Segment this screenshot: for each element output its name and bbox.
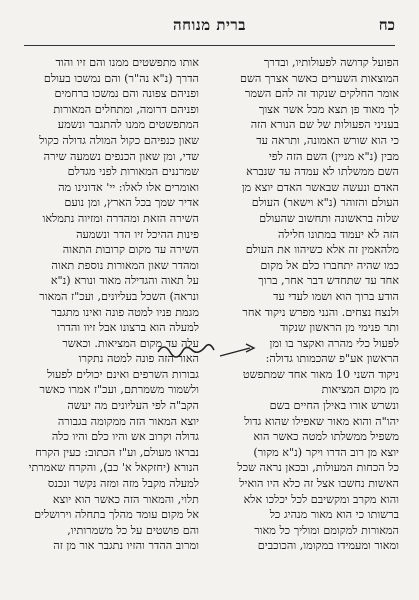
right-column-line: כי הוא שורש האמונה, ותראה עד [256, 133, 399, 147]
left-column-line: הקב"ה לפי העליונים מה יעשה [67, 399, 199, 413]
left-column-line: אותו מתפשטים ממנו והם זיו והוד [55, 56, 199, 69]
left-column-line: פינות ההיכל זיו הדר ונשמעה [76, 227, 199, 241]
left-column-line: השירה עד מקום קרובות התאוה [62, 243, 199, 257]
right-column-line: ומאור ומעמידו במקומו, והכוכבים [257, 539, 399, 553]
right-column-line: שלוה בראשונה ותחשוב שהעולם [259, 211, 399, 225]
right-column-line: העולם והזוהר (נ"א וישאר) העולם [251, 196, 399, 210]
right-column-line: הפועל קדושה לפעולותיו, ובדרך [263, 56, 399, 69]
right-text-column [223, 55, 399, 554]
left-column-line: השירה הזאת ומהדרה ומזיוה נתמלאו [42, 211, 199, 225]
left-column-line: אדיר שמך בכל הארץ, ומן נועם [64, 196, 199, 210]
right-column-line: האדם ונעשה שבאשר האדם יוצא מן [241, 180, 399, 194]
left-column-line: האור הזה פונה למטה נתקרו [78, 352, 199, 366]
right-column-line: ברשותו כי הוא מאור מנהיג כל [269, 508, 399, 522]
right-column-line: המוצאות השערים כאשר אצרך השם [239, 71, 399, 85]
right-column-line: הראשון אע"פ שהכמותו גדולה: [265, 352, 399, 366]
right-column-line: לך מאוד פן תצא מכל אשר אצוך [258, 102, 399, 116]
left-column-line: יוצא המאור הזה ממקומה בגבורה [57, 414, 199, 428]
left-column-line: ונראה) השכל בעליונים, ועכ"ז המאור [39, 289, 199, 303]
left-column-line: נבראו מעולם, וע"ז הכתוב: כעין הקרח [35, 445, 199, 459]
right-column-line: יהו"ה והוא מאור שאפילו שהוא גדול [244, 414, 399, 428]
right-column-line: יוצא מן רוב הדרו ויקר (נ"א מקור) [253, 445, 399, 459]
left-column-line: ולשמור משמרתם, ועכ"ז אמרו כאשר [39, 383, 199, 397]
left-column-line: הדרך (נ"א נה"ר) והם נמשכו בעולם [43, 71, 199, 85]
right-column-line: כמו שהיה יתחברו כלם אל מקום [260, 258, 399, 272]
left-text-column [23, 55, 199, 554]
right-column-line: השם ממשלתו לא עמדה עד שנברא [246, 165, 399, 179]
right-column-line: האשות נחשבו אצל זה כלא היו הואיל [239, 477, 399, 491]
right-column-line: אחד עד שתחדש דבר אחר, ברוך [258, 274, 399, 288]
left-column-line: המתפשטים ממנו להתגבר ונשמע [57, 118, 199, 132]
right-column-line: הודע ברוך הוא ושמו לעדי עד [273, 289, 399, 303]
right-column-line: מן מקום המציאות [321, 383, 399, 397]
left-column-line: למעלה הוא ברצונו אבל זיוו והדרו [57, 321, 199, 335]
left-column-line: למעלה מקבל מזה ומזה נקשר ונכנס [47, 477, 199, 491]
left-column-line: על תאוה והגדילה מאוד ונורא (נ"א [50, 274, 199, 288]
left-column-line: עלה עד מקום המציאות. וכאשר [62, 336, 199, 350]
left-column-line: גבורות השרפים ואינם יכולים לפעול [46, 367, 199, 381]
right-column-line: כל הכחות המעולות, ובכאן נראה שכל [237, 461, 399, 475]
right-column-line: ולנצח נצחים. והנני מפרש ניקוד אחר [242, 305, 399, 319]
right-column-line: משפיל ממשלתו למטה כאשר הוא [253, 430, 399, 444]
left-column-line: ופניהם דרומה, ומתחלים המאורות [53, 102, 199, 116]
left-column-line: הנורא (יחזקאל א' כב), והקרח שאמרתי [28, 461, 199, 475]
left-column-line: שדי, ומן שאון הכנפים נשמעה שירה [43, 149, 199, 163]
right-column-line: הזה לא יעמוד במתונו חלילה [278, 227, 399, 241]
page-number: כח [378, 16, 395, 34]
right-column-line: בעניני הפעולות של שם הנורא הזה [250, 118, 399, 132]
left-column-line: שמרננים המאורות לפני מגדלם [67, 165, 199, 179]
left-column-line: תלוי, והמאור הזה כאשר הוא יוצא [52, 492, 199, 506]
right-column-line: והוא מקרב ומקשיבם לכל יכלכו אלא [243, 492, 399, 506]
right-column-line: ניקוד השני 10 מאור אחד שמתפשט [242, 367, 399, 381]
right-column-line: מבין (נ"א מניין) השם הזה לפי [268, 149, 399, 163]
right-column-line: מלהאמין זה אלא כשיהוו את העולם [245, 243, 399, 257]
running-title: ברית מנוחה [172, 16, 246, 34]
left-column-line: ואומרים אלו לאלו: יי' אדונינו מה [58, 180, 199, 194]
header-rule [24, 45, 395, 46]
left-column-line: ומהדר שאון המאורות נוספת תאוה [51, 258, 199, 272]
right-column-line: אומר החלקים שנקוד זה להם השמר [244, 87, 399, 101]
left-column-line: אל מקום עומד מהלך בתחלה וירושלים [34, 508, 199, 522]
left-column-line: והם פושטים על כל משמרותיו, [67, 523, 199, 537]
page-header [24, 16, 395, 44]
right-column-line: לפעול כלי מהרה ואקצר בו ומן [269, 336, 399, 350]
left-column-line: גדולה וקרוב אש והיו כלם והיו כלה [51, 430, 199, 444]
left-column-line: ופניהם צפונה והם נמשכו ברחמים [54, 87, 199, 101]
left-column-line: שאון כנפיהם כקול המולה גדולה כקול [39, 133, 199, 147]
left-column-line: מגמת פניו למטה פונה ואינו מתגבר [51, 305, 199, 319]
right-column-line: ותר פנימי מן הראשון שנקוד [280, 321, 399, 335]
left-column-line: ומרוב ההדר והזיו נתגבר אור מן זה [53, 539, 199, 553]
right-column-line: המאורות למקומם ומוליך כל מאור [254, 523, 399, 537]
right-column-line: ונשרש אורו באילן החיים בשם [269, 399, 399, 413]
